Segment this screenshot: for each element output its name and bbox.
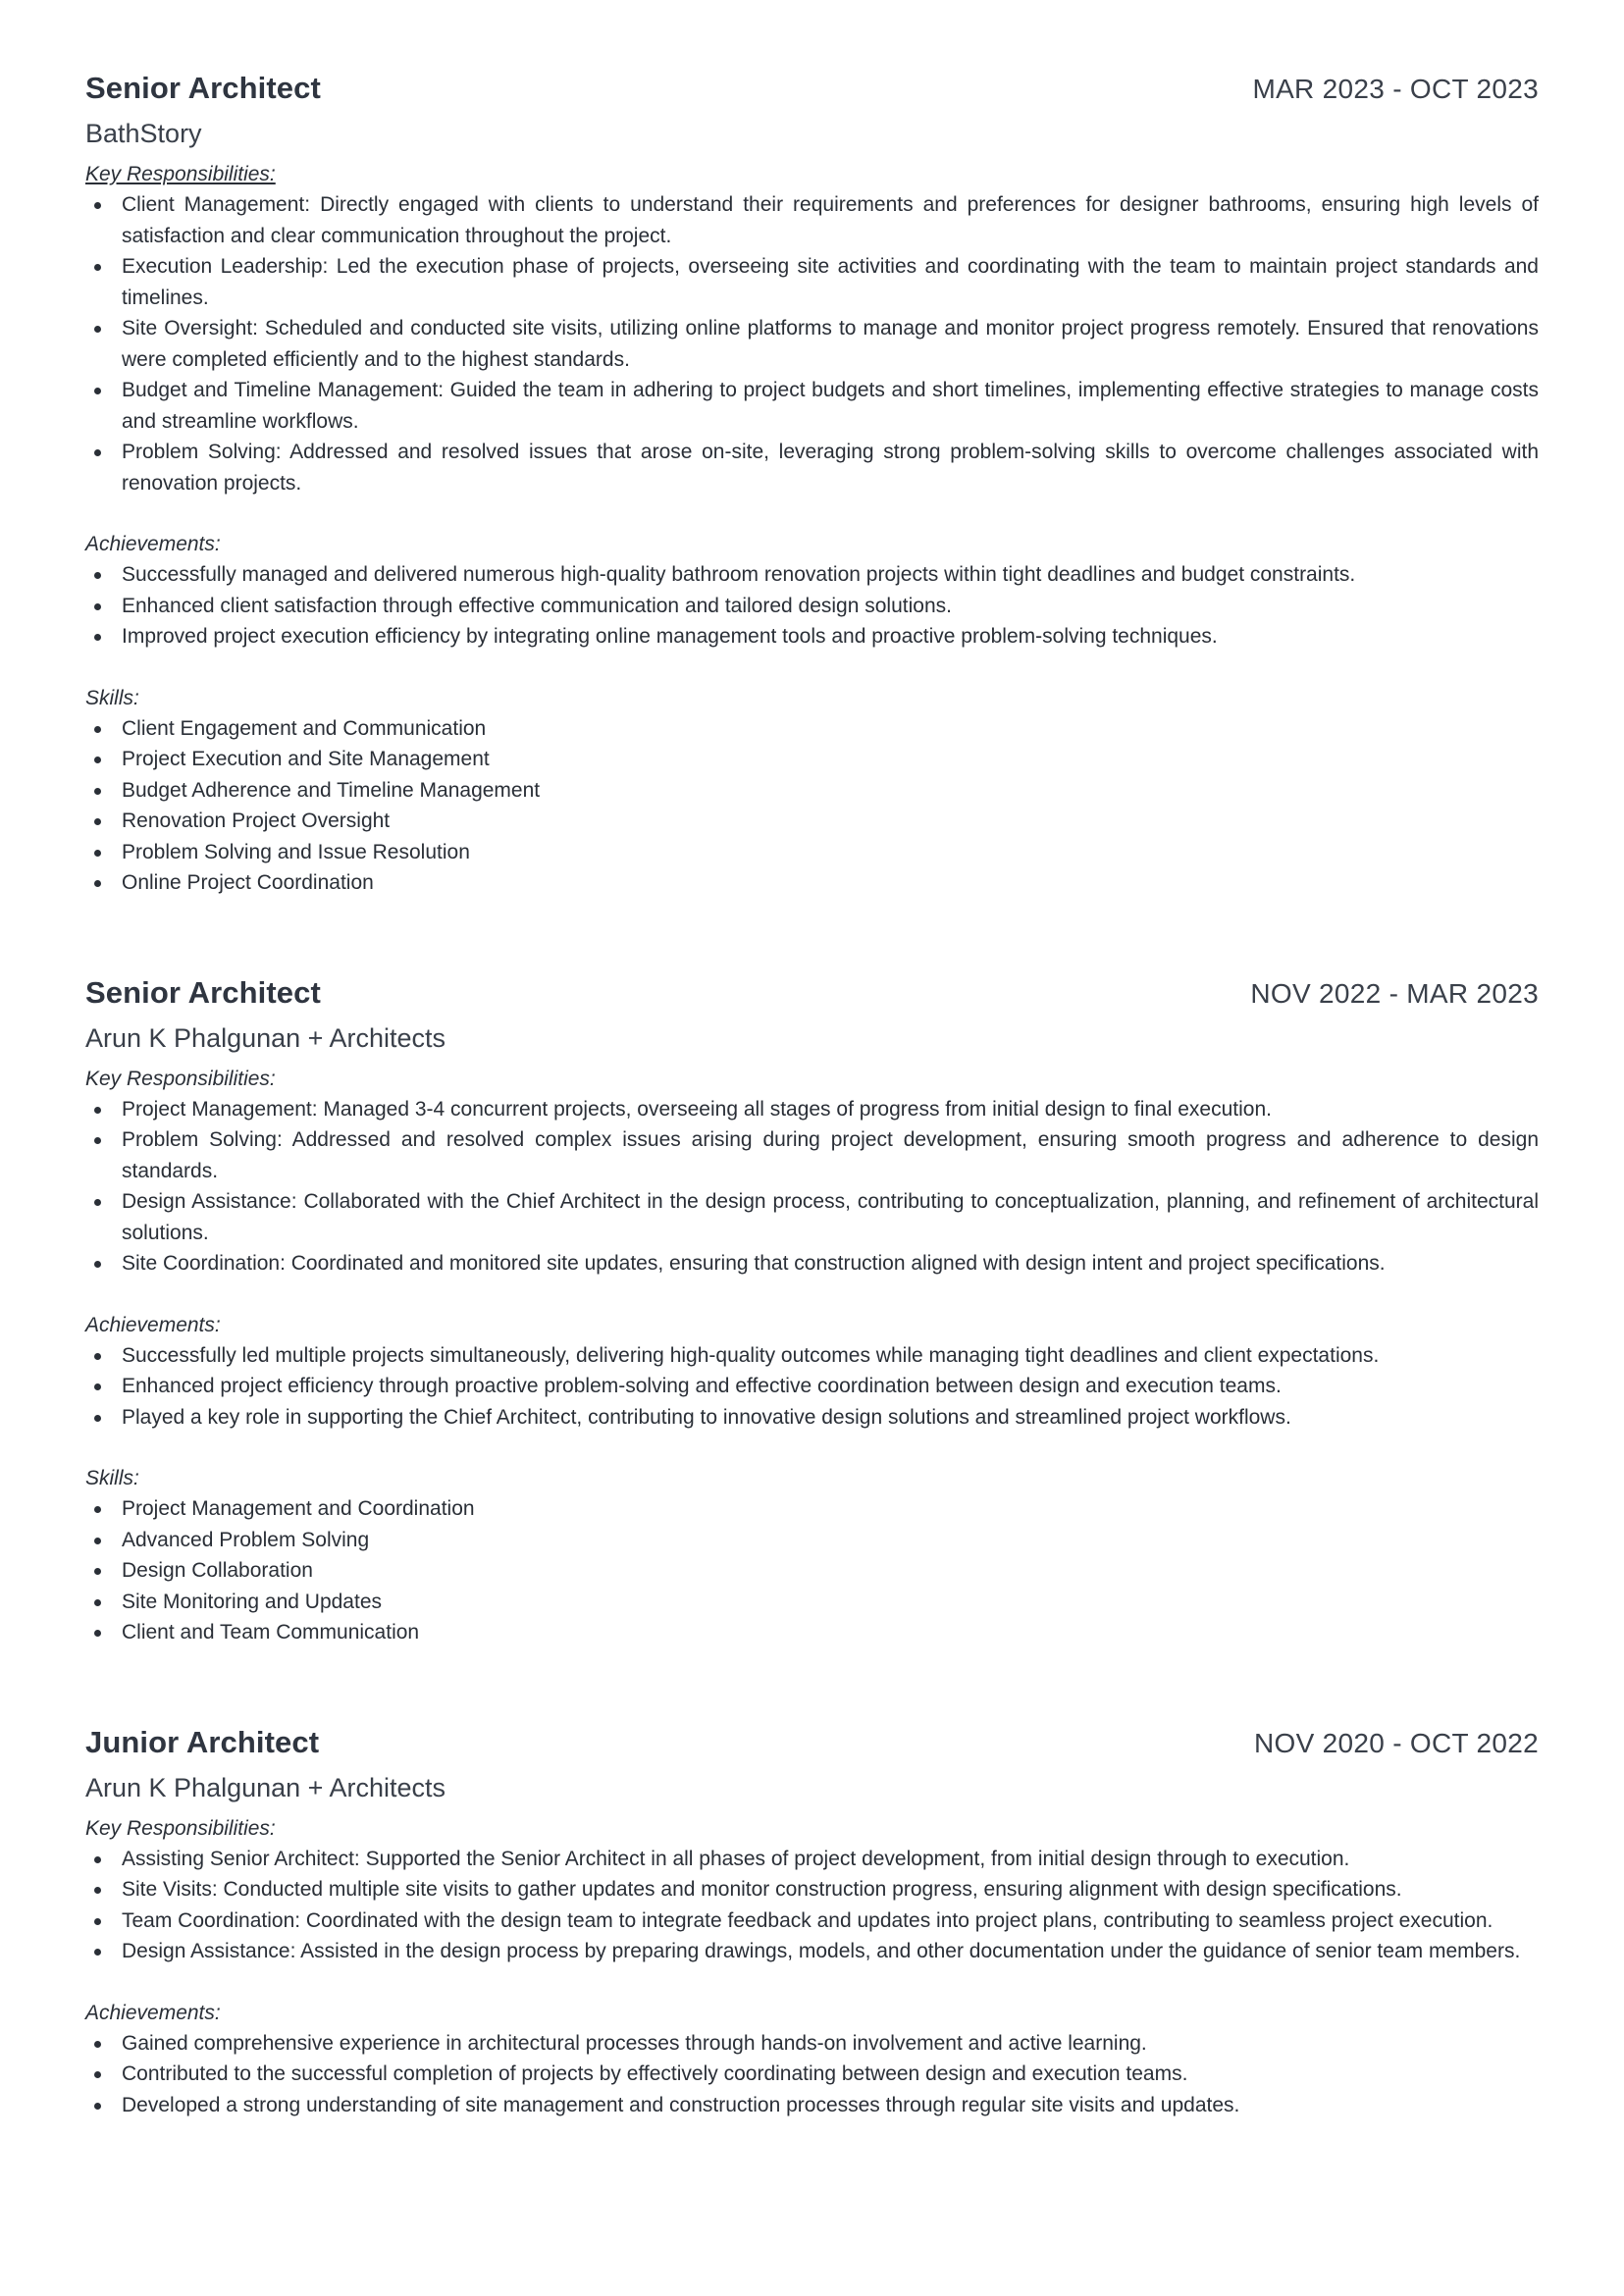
job-entry — [85, 1725, 1539, 2121]
bullet-icon — [94, 1568, 101, 1575]
list-item-text: Successfully managed and delivered numerous high-quality bathroom renovation projects within tight deadlines and budget constraints. — [122, 563, 1356, 586]
job-header — [85, 1725, 1539, 1766]
bullet-icon — [94, 850, 101, 857]
bullet-icon — [94, 1887, 101, 1894]
bullet-icon — [94, 757, 101, 763]
list-item — [85, 189, 1539, 251]
list-item — [85, 313, 1539, 375]
list-item — [85, 2028, 1539, 2060]
list-item — [85, 1402, 1539, 1434]
list-item-text: Developed a strong understanding of site management and construction processes through regular site visits and updates. — [122, 2093, 1240, 2116]
job-title: Junior Architect — [85, 1724, 320, 1759]
list-item-text: Renovation Project Oversight — [122, 809, 391, 832]
list-item — [85, 251, 1539, 313]
list-item-text: Assisting Senior Architect: Supported the Senior Architect in all phases of project development, from initial design through to execution. — [122, 1847, 1350, 1870]
list-item — [85, 1617, 1539, 1648]
bullet-icon — [94, 388, 101, 394]
bullet-icon — [94, 1383, 101, 1390]
list-item-text: Client and Team Communication — [122, 1621, 420, 1644]
list-item-text: Played a key role in supporting the Chief Architect, contributing to innovative design solutions and streamlined project workflows. — [122, 1405, 1291, 1429]
list-item-text: Site Coordination: Coordinated and monitored site updates, ensuring that construction aligned with design intent and project specifications. — [122, 1252, 1386, 1275]
list-item — [85, 837, 1539, 868]
achievements-label: Achievements: — [85, 533, 221, 555]
job-entry — [85, 975, 1539, 1648]
bullet-icon — [94, 264, 101, 271]
job-dates: NOV 2022 - MAR 2023 — [1250, 977, 1539, 1009]
list-item-text: Design Assistance: Collaborated with the Chief Architect in the design process, contributing to conceptualization, planning, and refinement of architectural solutions. — [122, 1190, 1539, 1244]
skills-label: Skills: — [85, 686, 139, 709]
list-item-text: Client Management: Directly engaged with clients to understand their requirements and preferences for designer bathrooms, ensuring high levels of satisfaction and clear communication throughout the project. — [122, 193, 1539, 247]
list-item — [85, 2059, 1539, 2090]
bullet-icon — [94, 572, 101, 579]
bullet-icon — [94, 634, 101, 641]
list-item — [85, 621, 1539, 652]
responsibilities-list — [85, 189, 1539, 498]
list-item-text: Client Engagement and Communication — [122, 716, 487, 740]
bullet-icon — [94, 1599, 101, 1606]
list-item-text: Problem Solving: Addressed and resolved complex issues arising during project development, ensuring smooth progress and adherence to design standards. — [122, 1128, 1539, 1182]
bullet-icon — [94, 1918, 101, 1925]
list-item — [85, 437, 1539, 498]
list-item-text: Contributed to the successful completion of projects by effectively coordinating between design and execution teams. — [122, 2062, 1188, 2085]
achievements-list — [85, 2028, 1539, 2121]
list-item-text: Execution Leadership: Led the execution phase of projects, overseeing site activities and coordinating with the team to maintain project standards and timelines. — [122, 255, 1539, 309]
list-item-text: Budget Adherence and Timeline Management — [122, 778, 541, 802]
company-name: Arun K Phalgunan + Architects — [85, 1022, 445, 1053]
list-item — [85, 806, 1539, 837]
bullet-icon — [94, 1199, 101, 1206]
bullet-icon — [94, 1353, 101, 1360]
section-spacer — [85, 1967, 1539, 1998]
list-item — [85, 1186, 1539, 1248]
achievements-label: Achievements: — [85, 1313, 221, 1336]
skills-list — [85, 713, 1539, 899]
list-item — [85, 1905, 1539, 1937]
bullet-icon — [94, 603, 101, 610]
bullet-icon — [94, 1261, 101, 1268]
list-item-text: Site Oversight: Scheduled and conducted site visits, utilizing online platforms to manage and monitor project progress remotely. Ensured that renovations were completed efficiently and to the highest standards. — [122, 317, 1539, 371]
list-item — [85, 1340, 1539, 1372]
skills-label: Skills: — [85, 1467, 139, 1489]
list-item — [85, 1936, 1539, 1967]
list-item — [85, 1874, 1539, 1905]
bullet-icon — [94, 2103, 101, 2110]
list-item — [85, 591, 1539, 622]
job-header — [85, 71, 1539, 112]
bullet-icon — [94, 880, 101, 887]
job-title: Senior Architect — [85, 974, 321, 1010]
list-item — [85, 1248, 1539, 1279]
list-item-text: Online Project Coordination — [122, 871, 374, 894]
list-item — [85, 744, 1539, 775]
achievements-label: Achievements: — [85, 2001, 221, 2024]
bullet-icon — [94, 818, 101, 825]
bullet-icon — [94, 449, 101, 456]
bullet-icon — [94, 2071, 101, 2078]
list-item-text: Site Visits: Conducted multiple site visits to gather updates and monitor construction progress, ensuring alignment with design specifications. — [122, 1878, 1402, 1901]
list-item-text: Design Collaboration — [122, 1559, 313, 1582]
list-item — [85, 1525, 1539, 1556]
list-item-text: Enhanced project efficiency through proactive problem-solving and effective coordination between design and execution teams. — [122, 1375, 1282, 1397]
list-item — [85, 1587, 1539, 1618]
list-item-text: Site Monitoring and Updates — [122, 1590, 382, 1613]
bullet-icon — [94, 788, 101, 795]
list-item — [85, 559, 1539, 591]
bullet-icon — [94, 202, 101, 209]
list-item — [85, 1124, 1539, 1186]
list-item — [85, 1371, 1539, 1402]
achievements-list — [85, 559, 1539, 652]
list-item-text: Project Management: Managed 3-4 concurrent projects, overseeing all stages of progress from initial design to final execution. — [122, 1097, 1272, 1121]
job-header — [85, 975, 1539, 1017]
bullet-icon — [94, 1137, 101, 1144]
list-item-text: Problem Solving and Issue Resolution — [122, 840, 470, 863]
job-entry — [85, 71, 1539, 899]
list-item — [85, 375, 1539, 437]
list-item-text: Gained comprehensive experience in architectural processes through hands-on involvement and active learning. — [122, 2031, 1147, 2055]
bullet-icon — [94, 326, 101, 333]
section-spacer — [85, 1279, 1539, 1310]
section-spacer — [85, 652, 1539, 683]
list-item-text: Team Coordination: Coordinated with the design team to integrate feedback and updates into project plans, contributing to seamless project execution. — [122, 1908, 1493, 1932]
list-item-text: Improved project execution efficiency by integrating online management tools and proactive problem-solving techniques. — [122, 625, 1218, 648]
list-item-text: Problem Solving: Addressed and resolved issues that arose on-site, leveraging strong problem-solving skills to overcome challenges associated with renovation projects. — [122, 441, 1539, 495]
list-item-text: Design Assistance: Assisted in the design process by preparing drawings, models, and other documentation under the guidance of senior team members. — [122, 1940, 1521, 1962]
responsibilities-label: Key Responsibilities: — [85, 1816, 276, 1840]
list-item-text: Advanced Problem Solving — [122, 1528, 370, 1551]
company-name: BathStory — [85, 119, 202, 148]
list-item — [85, 775, 1539, 807]
responsibilities-list — [85, 1094, 1539, 1279]
list-item — [85, 2090, 1539, 2121]
responsibilities-label: Key Responsibilities: — [85, 1067, 276, 1090]
section-spacer — [85, 1433, 1539, 1463]
job-dates: MAR 2023 - OCT 2023 — [1252, 74, 1539, 104]
skills-list — [85, 1493, 1539, 1648]
responsibilities-list — [85, 1844, 1539, 1967]
list-item — [85, 1844, 1539, 1875]
list-item-text: Project Management and Coordination — [122, 1497, 475, 1520]
job-title: Senior Architect — [85, 71, 321, 105]
bullet-icon — [94, 1107, 101, 1114]
bullet-icon — [94, 1630, 101, 1637]
bullet-icon — [94, 1415, 101, 1422]
list-item — [85, 1493, 1539, 1525]
list-item — [85, 1555, 1539, 1587]
achievements-list — [85, 1340, 1539, 1434]
bullet-icon — [94, 1506, 101, 1513]
bullet-icon — [94, 1538, 101, 1544]
bullet-icon — [94, 2041, 101, 2048]
list-item — [85, 867, 1539, 899]
list-item-text: Project Execution and Site Management — [122, 748, 490, 770]
bullet-icon — [94, 1949, 101, 1956]
list-item-text: Successfully led multiple projects simultaneously, delivering high-quality outcomes while managing tight deadlines and client expectations. — [122, 1343, 1380, 1367]
bullet-icon — [94, 726, 101, 733]
list-item-text: Budget and Timeline Management: Guided the team in adhering to project budgets and short timelines, implementing effective strategies to manage costs and streamline workflows. — [122, 379, 1539, 433]
bullet-icon — [94, 1856, 101, 1863]
section-spacer — [85, 498, 1539, 529]
list-item — [85, 713, 1539, 745]
list-item-text: Enhanced client satisfaction through effective communication and tailored design solutions. — [122, 594, 952, 617]
responsibilities-label: Key Responsibilities: — [85, 163, 276, 185]
company-name: Arun K Phalgunan + Architects — [85, 1772, 445, 1802]
list-item — [85, 1094, 1539, 1125]
job-dates: NOV 2020 - OCT 2022 — [1254, 1727, 1539, 1758]
